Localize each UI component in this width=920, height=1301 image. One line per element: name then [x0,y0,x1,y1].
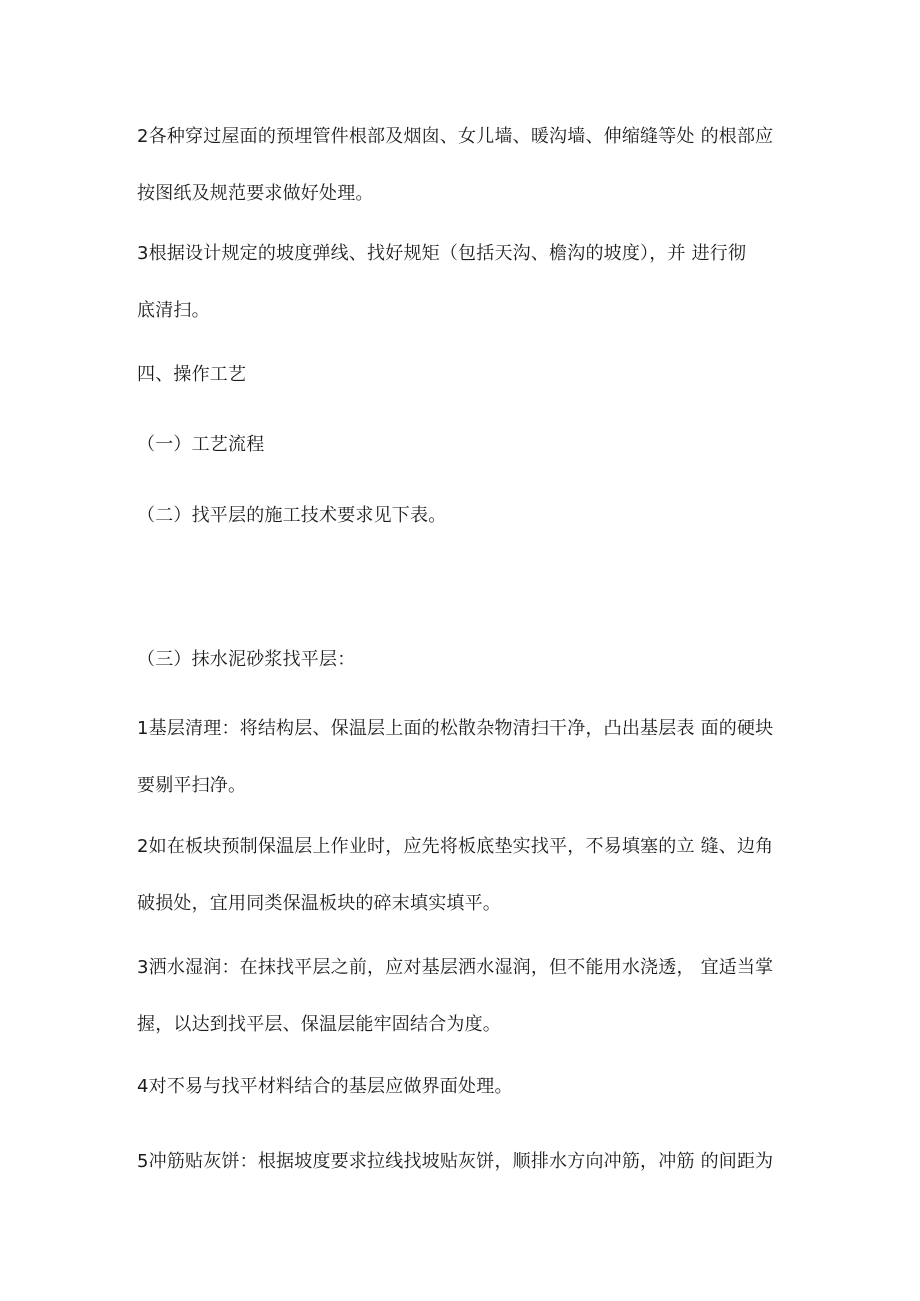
subheading-process-flow [137,416,787,473]
text-line: 2如在板块预制保温层上作业时，应先将板底垫实找平，不易填塞的立 缝、边角 [137,836,774,857]
text-line: 破损处，宜用同类保温板块的碎末填实填平。 [137,893,501,914]
text-line: （二）找平层的施工技术要求见下表。 [137,505,447,526]
section-heading-operation-process [137,346,787,403]
text-line: 2各种穿过屋面的预埋管件根部及烟囱、女儿墙、暖沟墙、伸缩缝等处 的根部应 [137,126,774,147]
subheading-mortar-leveling [137,631,787,688]
text-line: 3洒水湿润：在抹找平层之前，应对基层洒水湿润，但不能用水浇透， 宜适当掌 [137,957,774,978]
text-line: 3根据设计规定的坡度弹线、找好规矩（包括天沟、檐沟的坡度），并 进行彻 [137,243,747,264]
paragraph-base-cleaning [137,700,787,814]
text-line: 底清扫。 [137,300,210,321]
paragraph-penetration-handling [137,108,787,222]
paragraph-prefab-insulation [137,818,787,932]
paragraph-slope-line [137,225,787,339]
text-line: （三）抹水泥砂浆找平层： [137,649,356,670]
text-line: 要剔平扫净。 [137,775,247,796]
text-line: 1基层清理：将结构层、保温层上面的松散杂物清扫干净，凸出基层表 面的硬块 [137,718,774,739]
text-line: （一）工艺流程 [137,434,265,455]
paragraph-wetting [137,939,787,1053]
text-line: 按图纸及规范要求做好处理。 [137,183,374,204]
text-line: 5冲筋贴灰饼：根据坡度要求拉线找坡贴灰饼，顺排水方向冲筋，冲筋 的间距为 [137,1151,774,1172]
paragraph-screeding-strips [137,1133,787,1190]
text-line: 4对不易与找平材料结合的基层应做界面处理。 [137,1076,513,1097]
subheading-leveling-requirements [137,487,787,544]
text-line: 握，以达到找平层、保温层能牢固结合为度。 [137,1014,501,1035]
text-line: 四、操作工艺 [137,364,247,385]
paragraph-interface-treatment [137,1058,787,1115]
